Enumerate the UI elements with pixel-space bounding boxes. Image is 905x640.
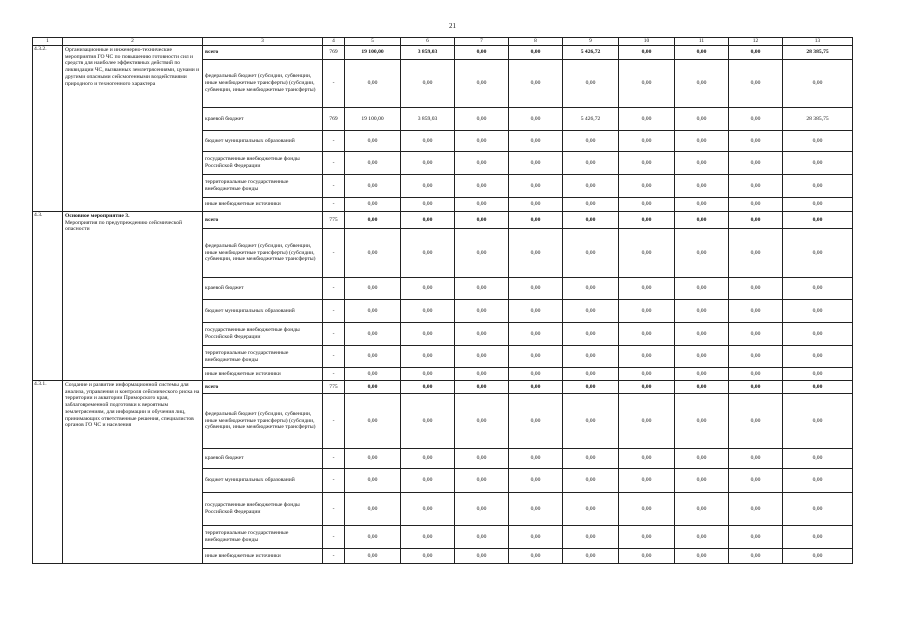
amount-cell: 0,00 xyxy=(619,346,675,368)
column-number: 13 xyxy=(783,38,853,46)
amount-cell: 0,00 xyxy=(401,449,455,469)
amount-cell: 0,00 xyxy=(509,526,563,549)
column-number: 4 xyxy=(323,38,345,46)
amount-cell: 0,00 xyxy=(563,175,619,198)
amount-cell: 0,00 xyxy=(509,394,563,449)
amount-cell: 0,00 xyxy=(729,198,783,212)
amount-cell: 0,00 xyxy=(563,131,619,152)
amount-cell: 0,00 xyxy=(563,300,619,323)
column-number: 9 xyxy=(563,38,619,46)
budget-code: - xyxy=(323,175,345,198)
funding-source: территориальные государственные внебюджетные фонды xyxy=(203,526,323,549)
funding-source: иные внебюджетные источники xyxy=(203,198,323,212)
table-row xyxy=(33,212,853,229)
amount-cell: 3 859,03 xyxy=(401,46,455,60)
amount-cell: 0,00 xyxy=(345,323,401,346)
amount-cell: 0,00 xyxy=(563,549,619,564)
budget-code: - xyxy=(323,346,345,368)
amount-cell: 0,00 xyxy=(563,278,619,300)
budget-code: - xyxy=(323,449,345,469)
amount-cell: 0,00 xyxy=(401,526,455,549)
amount-cell: 0,00 xyxy=(345,346,401,368)
budget-code: - xyxy=(323,394,345,449)
column-number: 1 xyxy=(33,38,63,46)
amount-cell: 0,00 xyxy=(509,346,563,368)
amount-cell: 0,00 xyxy=(509,323,563,346)
amount-cell: 0,00 xyxy=(345,493,401,526)
amount-cell: 0,00 xyxy=(455,469,509,493)
table-row xyxy=(33,381,853,394)
item-number: 4.3. xyxy=(33,212,63,381)
amount-cell: 0,00 xyxy=(729,368,783,381)
amount-cell: 19 100,00 xyxy=(345,108,401,131)
amount-cell: 0,00 xyxy=(345,381,401,394)
amount-cell: 0,00 xyxy=(729,229,783,278)
amount-cell: 0,00 xyxy=(509,368,563,381)
amount-cell: 0,00 xyxy=(401,278,455,300)
amount-cell: 0,00 xyxy=(455,60,509,108)
amount-cell: 0,00 xyxy=(455,368,509,381)
funding-source: территориальные государственные внебюджетные фонды xyxy=(203,346,323,368)
amount-cell: 0,00 xyxy=(345,526,401,549)
budget-code: 775 xyxy=(323,212,345,229)
amount-cell: 0,00 xyxy=(345,449,401,469)
amount-cell: 0,00 xyxy=(509,175,563,198)
budget-code: - xyxy=(323,60,345,108)
amount-cell: 0,00 xyxy=(783,346,853,368)
amount-cell: 0,00 xyxy=(509,212,563,229)
funding-source: краевой бюджет xyxy=(203,449,323,469)
amount-cell: 0,00 xyxy=(401,300,455,323)
item-name-cell xyxy=(63,381,203,564)
amount-cell: 0,00 xyxy=(729,469,783,493)
funding-source: всего xyxy=(203,212,323,229)
amount-cell: 0,00 xyxy=(563,469,619,493)
item-name-cell xyxy=(63,46,203,212)
amount-cell: 0,00 xyxy=(401,131,455,152)
column-number: 11 xyxy=(675,38,729,46)
funding-source: территориальные государственные внебюджетные фонды xyxy=(203,175,323,198)
amount-cell: 0,00 xyxy=(455,493,509,526)
budget-code: - xyxy=(323,300,345,323)
amount-cell: 0,00 xyxy=(729,323,783,346)
amount-cell: 0,00 xyxy=(509,198,563,212)
amount-cell: 0,00 xyxy=(563,449,619,469)
amount-cell: 0,00 xyxy=(563,526,619,549)
item-name: Основное мероприятие 3. xyxy=(65,213,130,219)
amount-cell: 0,00 xyxy=(455,278,509,300)
amount-cell: 0,00 xyxy=(675,493,729,526)
funding-source: иные внебюджетные источники xyxy=(203,549,323,564)
amount-cell: 0,00 xyxy=(401,394,455,449)
amount-cell: 0,00 xyxy=(783,198,853,212)
amount-cell: 0,00 xyxy=(345,229,401,278)
item-name-cell xyxy=(63,212,203,381)
amount-cell: 0,00 xyxy=(783,381,853,394)
funding-source: всего xyxy=(203,381,323,394)
funding-table xyxy=(32,37,853,564)
budget-code: - xyxy=(323,198,345,212)
budget-code: - xyxy=(323,526,345,549)
amount-cell: 0,00 xyxy=(509,469,563,493)
amount-cell: 0,00 xyxy=(455,212,509,229)
amount-cell: 0,00 xyxy=(619,549,675,564)
amount-cell: 0,00 xyxy=(619,278,675,300)
amount-cell: 0,00 xyxy=(563,198,619,212)
amount-cell: 0,00 xyxy=(675,229,729,278)
amount-cell: 0,00 xyxy=(675,175,729,198)
amount-cell: 0,00 xyxy=(783,323,853,346)
item-name: Организационные и инженерно-технические мероприятия ГО ЧС по повышению готовности сил и средств для наиболее эффективных действий по ликвидации ЧС, вызванных землетрясениями, цунами и другими опасными сейсмогенными воздействиями природного и техногенного характера xyxy=(65,47,200,87)
column-number: 2 xyxy=(63,38,203,46)
amount-cell: 19 100,00 xyxy=(345,46,401,60)
amount-cell: 0,00 xyxy=(563,368,619,381)
column-number: 10 xyxy=(619,38,675,46)
amount-cell: 0,00 xyxy=(675,394,729,449)
amount-cell: 0,00 xyxy=(455,198,509,212)
funding-source: федеральный бюджет (субсидии, субвенции, иные межбюджетные трансферты) (субсидии, субвенции, иные межбюджетные трансферты) xyxy=(203,60,323,108)
funding-source: краевой бюджет xyxy=(203,108,323,131)
budget-code: - xyxy=(323,229,345,278)
amount-cell: 0,00 xyxy=(619,175,675,198)
amount-cell: 0,00 xyxy=(783,549,853,564)
amount-cell: 0,00 xyxy=(619,131,675,152)
amount-cell: 0,00 xyxy=(455,549,509,564)
funding-source: бюджет муниципальных образований xyxy=(203,300,323,323)
column-number: 8 xyxy=(509,38,563,46)
amount-cell: 28 385,75 xyxy=(783,46,853,60)
amount-cell: 0,00 xyxy=(401,493,455,526)
amount-cell: 0,00 xyxy=(401,381,455,394)
amount-cell: 0,00 xyxy=(401,152,455,175)
amount-cell: 0,00 xyxy=(345,198,401,212)
amount-cell: 0,00 xyxy=(619,469,675,493)
item-name: Создание и развитие информационной системы для анализа, управления и контроля сейсмического риска на территории и акватории Приморского края, заблаговременной подготовки к вероятным землетрясениям, для информации и обучения лиц, принимающих ответственные решения, специалистов органов ГО ЧС и населения xyxy=(65,382,200,429)
amount-cell: 0,00 xyxy=(345,394,401,449)
amount-cell: 0,00 xyxy=(401,212,455,229)
amount-cell: 0,00 xyxy=(455,152,509,175)
amount-cell: 0,00 xyxy=(401,323,455,346)
amount-cell: 0,00 xyxy=(783,175,853,198)
amount-cell: 0,00 xyxy=(619,381,675,394)
amount-cell: 0,00 xyxy=(509,381,563,394)
column-number: 6 xyxy=(401,38,455,46)
amount-cell: 0,00 xyxy=(455,108,509,131)
amount-cell: 0,00 xyxy=(675,449,729,469)
amount-cell: 0,00 xyxy=(675,346,729,368)
amount-cell: 0,00 xyxy=(455,229,509,278)
amount-cell: 0,00 xyxy=(509,549,563,564)
amount-cell: 0,00 xyxy=(729,108,783,131)
amount-cell: 0,00 xyxy=(563,394,619,449)
funding-source: федеральный бюджет (субсидии, субвенции, иные межбюджетные трансферты) (субсидии, субвенции, иные межбюджетные трансферты) xyxy=(203,394,323,449)
amount-cell: 0,00 xyxy=(675,300,729,323)
amount-cell: 0,00 xyxy=(783,394,853,449)
funding-source: краевой бюджет xyxy=(203,278,323,300)
amount-cell: 0,00 xyxy=(783,152,853,175)
amount-cell: 5 426,72 xyxy=(563,46,619,60)
amount-cell: 0,00 xyxy=(783,469,853,493)
amount-cell: 0,00 xyxy=(729,346,783,368)
amount-cell: 0,00 xyxy=(783,300,853,323)
amount-cell: 0,00 xyxy=(509,152,563,175)
amount-cell: 0,00 xyxy=(563,229,619,278)
amount-cell: 0,00 xyxy=(455,300,509,323)
amount-cell: 0,00 xyxy=(619,526,675,549)
amount-cell: 0,00 xyxy=(401,346,455,368)
amount-cell: 0,00 xyxy=(783,60,853,108)
amount-cell: 0,00 xyxy=(619,323,675,346)
amount-cell: 0,00 xyxy=(675,152,729,175)
page-number: 21 xyxy=(449,22,456,30)
amount-cell: 0,00 xyxy=(783,368,853,381)
amount-cell: 0,00 xyxy=(401,175,455,198)
amount-cell: 0,00 xyxy=(675,198,729,212)
amount-cell: 0,00 xyxy=(783,212,853,229)
budget-code: - xyxy=(323,152,345,175)
funding-source: государственные внебюджетные фонды Российской Федерации xyxy=(203,493,323,526)
funding-source: бюджет муниципальных образований xyxy=(203,131,323,152)
amount-cell: 0,00 xyxy=(675,60,729,108)
column-number-row xyxy=(33,38,853,46)
amount-cell: 0,00 xyxy=(675,368,729,381)
amount-cell: 0,00 xyxy=(563,493,619,526)
amount-cell: 0,00 xyxy=(455,175,509,198)
amount-cell: 5 426,72 xyxy=(563,108,619,131)
amount-cell: 0,00 xyxy=(675,526,729,549)
amount-cell: 0,00 xyxy=(345,368,401,381)
budget-code: - xyxy=(323,368,345,381)
amount-cell: 0,00 xyxy=(729,46,783,60)
amount-cell: 0,00 xyxy=(675,46,729,60)
amount-cell: 0,00 xyxy=(509,278,563,300)
amount-cell: 0,00 xyxy=(563,212,619,229)
amount-cell: 0,00 xyxy=(729,60,783,108)
budget-code: - xyxy=(323,469,345,493)
amount-cell: 0,00 xyxy=(729,300,783,323)
amount-cell: 0,00 xyxy=(729,526,783,549)
funding-source: всего xyxy=(203,46,323,60)
amount-cell: 0,00 xyxy=(509,229,563,278)
amount-cell: 0,00 xyxy=(729,131,783,152)
amount-cell: 0,00 xyxy=(455,449,509,469)
amount-cell: 0,00 xyxy=(401,368,455,381)
amount-cell: 0,00 xyxy=(619,368,675,381)
amount-cell: 0,00 xyxy=(729,381,783,394)
budget-code: 769 xyxy=(323,46,345,60)
amount-cell: 0,00 xyxy=(729,549,783,564)
budget-code: - xyxy=(323,493,345,526)
amount-cell: 0,00 xyxy=(345,469,401,493)
funding-source: государственные внебюджетные фонды Российской Федерации xyxy=(203,323,323,346)
amount-cell: 0,00 xyxy=(619,46,675,60)
amount-cell: 0,00 xyxy=(345,212,401,229)
amount-cell: 0,00 xyxy=(729,152,783,175)
amount-cell: 3 859,03 xyxy=(401,108,455,131)
amount-cell: 28 385,75 xyxy=(783,108,853,131)
budget-code: - xyxy=(323,323,345,346)
column-number: 12 xyxy=(729,38,783,46)
amount-cell: 0,00 xyxy=(619,60,675,108)
amount-cell: 0,00 xyxy=(675,469,729,493)
amount-cell: 0,00 xyxy=(509,131,563,152)
amount-cell: 0,00 xyxy=(675,108,729,131)
budget-code: 769 xyxy=(323,108,345,131)
budget-code: - xyxy=(323,131,345,152)
amount-cell: 0,00 xyxy=(783,278,853,300)
amount-cell: 0,00 xyxy=(619,300,675,323)
amount-cell: 0,00 xyxy=(455,526,509,549)
budget-code: - xyxy=(323,278,345,300)
amount-cell: 0,00 xyxy=(619,229,675,278)
amount-cell: 0,00 xyxy=(401,549,455,564)
amount-cell: 0,00 xyxy=(563,381,619,394)
column-number: 5 xyxy=(345,38,401,46)
amount-cell: 0,00 xyxy=(783,526,853,549)
amount-cell: 0,00 xyxy=(401,469,455,493)
amount-cell: 0,00 xyxy=(729,175,783,198)
amount-cell: 0,00 xyxy=(675,212,729,229)
amount-cell: 0,00 xyxy=(783,229,853,278)
amount-cell: 0,00 xyxy=(455,346,509,368)
amount-cell: 0,00 xyxy=(509,300,563,323)
column-number: 7 xyxy=(455,38,509,46)
amount-cell: 0,00 xyxy=(729,493,783,526)
amount-cell: 0,00 xyxy=(563,152,619,175)
amount-cell: 0,00 xyxy=(509,60,563,108)
funding-source: бюджет муниципальных образований xyxy=(203,469,323,493)
budget-code: - xyxy=(323,549,345,564)
funding-source: федеральный бюджет (субсидии, субвенции, иные межбюджетные трансферты) (субсидии, субвенции, иные межбюджетные трансферты) xyxy=(203,229,323,278)
item-number: 4.3.1. xyxy=(33,381,63,564)
amount-cell: 0,00 xyxy=(509,449,563,469)
table-row xyxy=(33,46,853,60)
item-number: 4.3.2. xyxy=(33,46,63,212)
amount-cell: 0,00 xyxy=(675,323,729,346)
amount-cell: 0,00 xyxy=(675,278,729,300)
amount-cell: 0,00 xyxy=(345,175,401,198)
funding-source: государственные внебюджетные фонды Российской Федерации xyxy=(203,152,323,175)
amount-cell: 0,00 xyxy=(455,131,509,152)
funding-source: иные внебюджетные источники xyxy=(203,368,323,381)
amount-cell: 0,00 xyxy=(619,152,675,175)
amount-cell: 0,00 xyxy=(401,60,455,108)
amount-cell: 0,00 xyxy=(729,278,783,300)
amount-cell: 0,00 xyxy=(563,60,619,108)
amount-cell: 0,00 xyxy=(345,549,401,564)
amount-cell: 0,00 xyxy=(401,198,455,212)
amount-cell: 0,00 xyxy=(455,394,509,449)
amount-cell: 0,00 xyxy=(509,46,563,60)
amount-cell: 0,00 xyxy=(455,46,509,60)
amount-cell: 0,00 xyxy=(675,131,729,152)
amount-cell: 0,00 xyxy=(345,131,401,152)
amount-cell: 0,00 xyxy=(783,493,853,526)
amount-cell: 0,00 xyxy=(345,60,401,108)
amount-cell: 0,00 xyxy=(619,108,675,131)
amount-cell: 0,00 xyxy=(783,131,853,152)
amount-cell: 0,00 xyxy=(619,449,675,469)
amount-cell: 0,00 xyxy=(619,212,675,229)
amount-cell: 0,00 xyxy=(345,300,401,323)
column-number: 3 xyxy=(203,38,323,46)
amount-cell: 0,00 xyxy=(345,278,401,300)
amount-cell: 0,00 xyxy=(455,381,509,394)
amount-cell: 0,00 xyxy=(675,381,729,394)
amount-cell: 0,00 xyxy=(509,493,563,526)
amount-cell: 0,00 xyxy=(563,346,619,368)
amount-cell: 0,00 xyxy=(509,108,563,131)
amount-cell: 0,00 xyxy=(345,152,401,175)
amount-cell: 0,00 xyxy=(563,323,619,346)
amount-cell: 0,00 xyxy=(729,449,783,469)
amount-cell: 0,00 xyxy=(619,493,675,526)
amount-cell: 0,00 xyxy=(729,212,783,229)
item-name-extra: Мероприятия по предупреждению сейсмической опасности xyxy=(65,219,182,233)
budget-code: 775 xyxy=(323,381,345,394)
amount-cell: 0,00 xyxy=(401,229,455,278)
amount-cell: 0,00 xyxy=(783,449,853,469)
amount-cell: 0,00 xyxy=(619,394,675,449)
amount-cell: 0,00 xyxy=(619,198,675,212)
amount-cell: 0,00 xyxy=(729,394,783,449)
amount-cell: 0,00 xyxy=(455,323,509,346)
amount-cell: 0,00 xyxy=(675,549,729,564)
